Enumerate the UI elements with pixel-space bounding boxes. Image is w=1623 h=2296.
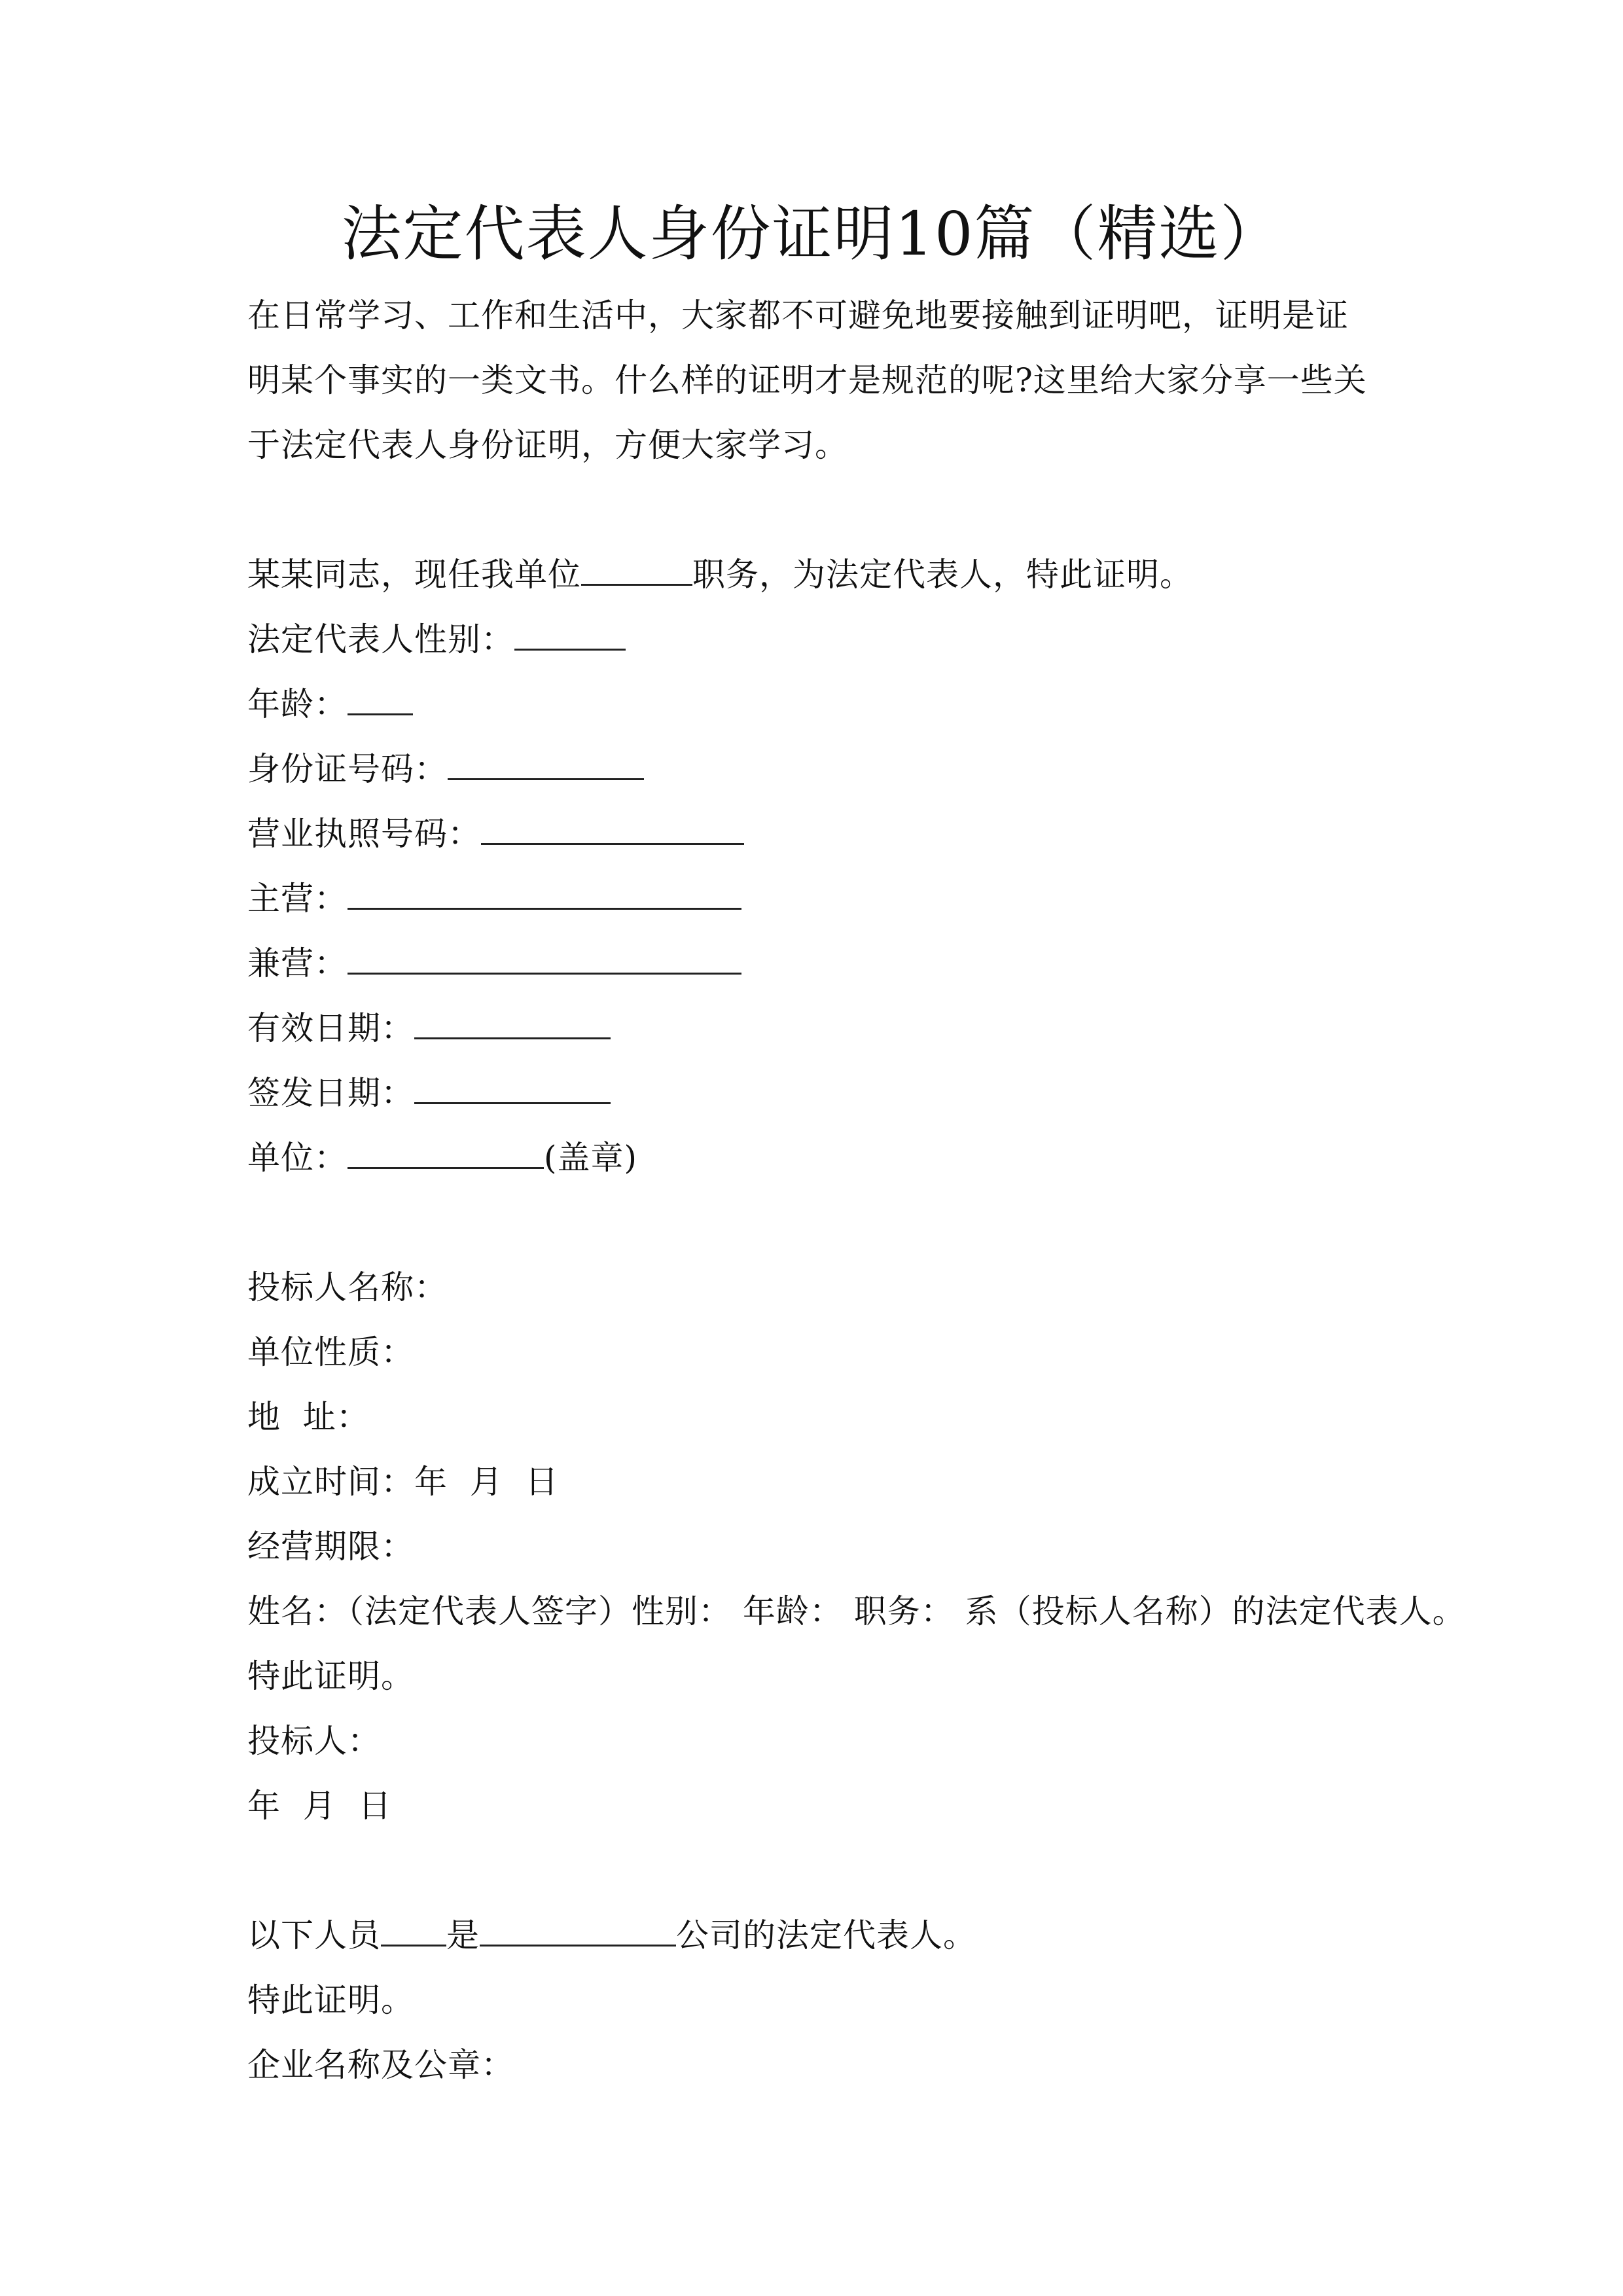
section-spacer bbox=[247, 1839, 1380, 1903]
person-blank bbox=[381, 1918, 446, 1946]
id-number-label: 身份证号码： bbox=[247, 750, 448, 788]
unit-line bbox=[247, 1126, 1380, 1191]
date-line bbox=[247, 1774, 1380, 1839]
company-seal-line bbox=[247, 2033, 1380, 2098]
age-line bbox=[247, 672, 1380, 737]
age-blank bbox=[348, 687, 413, 715]
address-line bbox=[247, 1385, 1380, 1450]
main-business-label: 主营： bbox=[247, 880, 348, 918]
unit-label: 单位： bbox=[247, 1139, 348, 1177]
side-business-label: 兼营： bbox=[247, 944, 348, 982]
certify-text-2: 特此证明。 bbox=[247, 1981, 414, 2019]
id-number-blank bbox=[448, 752, 644, 780]
unit-nature-label: 单位性质： bbox=[247, 1333, 414, 1371]
established-date: 年 月 日 bbox=[414, 1463, 559, 1501]
appointment-text-before: 某某同志，现任我单位 bbox=[247, 556, 581, 594]
certify-line-2 bbox=[247, 1968, 1380, 2033]
bidder-name-label: 投标人名称： bbox=[247, 1268, 448, 1306]
valid-date-line bbox=[247, 996, 1380, 1061]
company-rep-text-mid: 是 bbox=[446, 1916, 480, 1954]
term-line bbox=[247, 1515, 1380, 1579]
bidder-name-line bbox=[247, 1255, 1380, 1320]
valid-date-label: 有效日期： bbox=[247, 1009, 414, 1047]
issue-date-blank bbox=[414, 1076, 611, 1104]
side-business-line bbox=[247, 931, 1380, 996]
gender-blank bbox=[514, 622, 626, 651]
company-seal-label: 企业名称及公章： bbox=[247, 2046, 514, 2084]
license-number-blank bbox=[481, 817, 744, 845]
certify-text: 特此证明。 bbox=[247, 1657, 414, 1695]
side-business-blank bbox=[348, 946, 741, 975]
document-title: 法定代表人身份证明10篇（精选） bbox=[341, 199, 1282, 269]
certify-line bbox=[247, 1644, 1380, 1709]
valid-date-blank bbox=[414, 1011, 611, 1039]
declaration-line bbox=[247, 1579, 1466, 1644]
appointment-line bbox=[247, 543, 1380, 607]
issue-date-label: 签发日期： bbox=[247, 1074, 414, 1112]
declaration-text: 姓名：（法定代表人签字）性别： 年龄： 职务： 系（投标人名称）的法定代表人。 bbox=[247, 1592, 1466, 1630]
intro-paragraph: 在日常学习、工作和生活中，大家都不可避免地要接触到证明吧，证明是证明某个事实的一类文书。什么样的证明才是规范的呢?这里给大家分享一些关于法定代表人身份证明，方便大家学习。 bbox=[247, 296, 1367, 464]
company-rep-line bbox=[247, 1903, 1380, 1968]
company-blank bbox=[480, 1918, 676, 1946]
license-number-label: 营业执照号码： bbox=[247, 815, 481, 853]
appointment-text-after: 职务，为法定代表人，特此证明。 bbox=[692, 556, 1193, 594]
unit-blank bbox=[348, 1141, 544, 1169]
bidder-label: 投标人： bbox=[247, 1722, 381, 1760]
section-spacer bbox=[247, 1191, 1380, 1255]
established-label: 成立时间： bbox=[247, 1463, 414, 1501]
main-business-line bbox=[247, 867, 1380, 931]
id-number-line bbox=[247, 737, 1380, 802]
seal-note: (盖章) bbox=[544, 1139, 638, 1177]
company-rep-text-after: 公司的法定代表人。 bbox=[676, 1916, 976, 1954]
gender-label: 法定代表人性别： bbox=[247, 620, 514, 658]
age-label: 年龄： bbox=[247, 685, 348, 723]
license-number-line bbox=[247, 802, 1380, 867]
bidder-line bbox=[247, 1709, 1380, 1774]
date-text: 年 月 日 bbox=[247, 1787, 392, 1825]
company-rep-text-before: 以下人员 bbox=[247, 1916, 381, 1954]
unit-nature-line bbox=[247, 1320, 1380, 1385]
address-label: 地 址： bbox=[247, 1398, 370, 1436]
main-business-blank bbox=[348, 882, 741, 910]
established-line bbox=[247, 1450, 1380, 1515]
issue-date-line bbox=[247, 1061, 1380, 1126]
section-spacer bbox=[247, 478, 1380, 543]
position-blank bbox=[581, 558, 692, 586]
term-label: 经营期限： bbox=[247, 1528, 414, 1566]
document-body bbox=[247, 283, 1466, 2098]
gender-line bbox=[247, 607, 1380, 672]
